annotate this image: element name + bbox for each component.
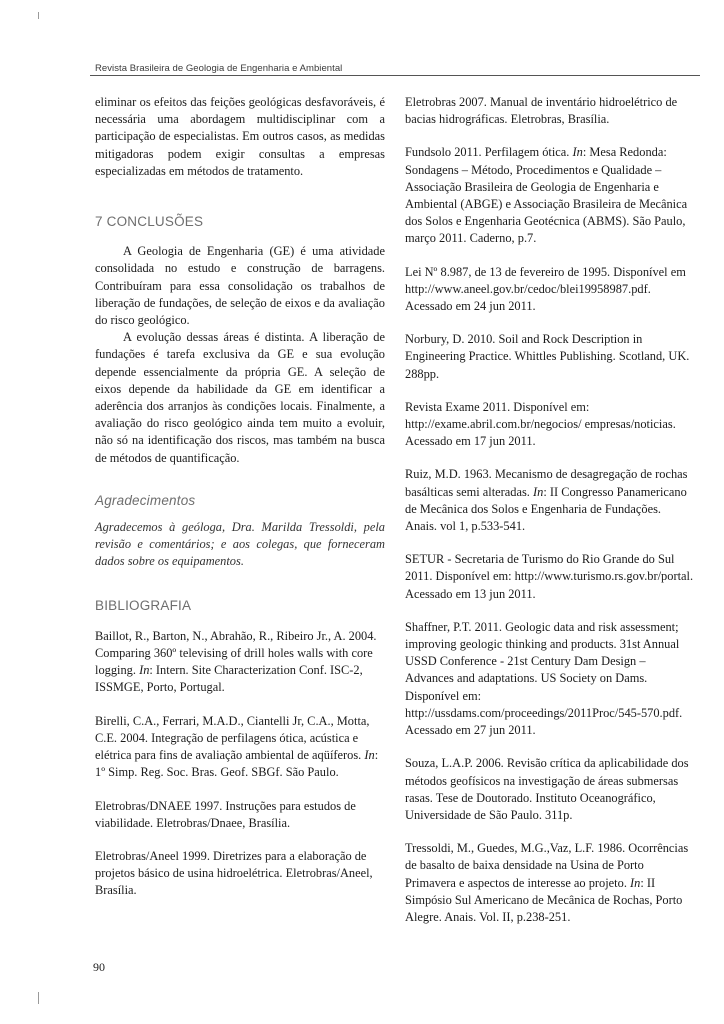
reference-item: Eletrobras/DNAEE 1997. Instruções para estudos de viabilidade. Eletrobras/Dnaee, Brasília. [95,798,356,830]
reference-item: Shaffner, P.T. 2011. Geologic data and risk assessment; improving geologic thinking and products. 31st Annual USSD Conference - 21st Century Dam Design – Advances and adaptations. US Society on Dams. Disponível em: http://ussdams.com/proceedings/2011Proc/545-570.pdf. Acessado em 27 jun 2011. [405,619,683,738]
reference-item: Norbury, D. 2010. Soil and Rock Description in Engineering Practice. Whittles Publishing. Scotland, UK. 288pp. [405,332,690,381]
reference-item: Baillot, R., Barton, N., Abrahão, R., Ribeiro Jr., A. 2004. Comparing 360º televising of drill holes walls with core logging. In: Intern. Site Characterization Conf. ISC-2, ISSMGE, Porto, Portugal. [95,628,377,695]
reference-item: Birelli, C.A., Ferrari, M.A.D., Ciantelli Jr, C.A., Motta, C.E. 2004. Integração de perfilagens ótica, acústica e elétrica para fins de avaliação ambiental de aqüíferos. In: 1º Simp. Reg. Soc. Bras. Geof. SBGf. São Paulo. [95,713,379,780]
reference-item: SETUR - Secretaria de Turismo do Rio Grande do Sul 2011. Disponível em: http://www.turismo.rs.gov.br/portal. Acessado em 13 jun 2011. [405,552,694,601]
bibliography-heading: BIBLIOGRAFIA [95,597,192,613]
header-rule [90,75,700,76]
acknowledgments-text: Agradecemos à geóloga, Dra. Marilda Tressoldi, pela revisão e comentários; e aos colegas, que forneceram dados sobre os equipamentos. [95,520,385,569]
right-column [405,94,695,926]
reference-item: Eletrobras/Aneel 1999. Diretrizes para a elaboração de projetos básico de usina hidroelétrica. Eletrobras/Aneel, Brasília. [95,848,373,898]
reference-item: Revista Exame 2011. Disponível em: http://exame.abril.com.br/negocios/ empresas/noticias. Acessado em 17 jun 2011. [405,399,676,449]
acknowledgments-heading: Agradecimentos [95,492,196,508]
reference-item: Tressoldi, M., Guedes, M.G.,Vaz, L.F. 1986. Ocorrências de basalto de baixa densidade na Usina de Porto Primavera e aspectos de interesse ao projeto. In: II Simpósio Sul Americano de Mecânica de Rochas, Porto Alegre. Anais. Vol. II, p.238-251. [405,841,689,924]
left-column [95,94,385,900]
running-header: Revista Brasileira de Geologia de Engenharia e Ambiental [95,63,343,74]
crop-mark-top [38,12,39,19]
reference-item: Souza, L.A.P. 2006. Revisão crítica da aplicabilidade dos métodos geofísicos na investigação de áreas submersas rasas. Tese de Doutorado. Instituto Oceanográfico, Universidade de São Paulo. 311p. [405,756,689,822]
reference-item: Fundsolo 2011. Perfilagem ótica. In: Mesa Redonda: Sondagens – Método, Procedimentos e Qualidade – Associação Brasileira de Geologia de Engenharia e Ambiental (ABGE) e Associação Brasileira de Mecânica dos Solos e Engenharia Geotécnica (ABMS). São Paulo, março 2011. Caderno, p.7. [405,145,688,246]
reference-item: Eletrobras 2007. Manual de inventário hidroelétrico de bacias hidrográficas. Eletrobras, Brasília. [405,95,678,127]
intro-paragraph: eliminar os efeitos das feições geológicas desfavoráveis, é necessária uma abordagem multidisciplinar com a participação de especialistas. Em outros casos, as medidas mitigadoras podem exigir consultas a empresas especializadas em métodos de tratamento. [95,95,385,178]
conclusions-paragraph-1: A Geologia de Engenharia (GE) é uma atividade consolidada no estudo e construção de barragens. Contribuíram para essa consolidação os trabalhos de liberação de fundações, de seleção de eixos e da avaliação do risco geológico. [95,244,385,328]
reference-item: Ruiz, M.D. 1963. Mecanismo de desagregação de rochas basálticas semi alteradas. In: II Congresso Panamericano de Mecânica dos Solos e Engenharia de Fundações. Anais. vol 1, p.533-541. [405,467,688,534]
conclusions-paragraph-2: A evolução dessas áreas é distinta. A liberação de fundações é tarefa exclusiva da GE e sua evolução depende essencialmente da própria GE. A seleção de eixos depende da habilidade da GE em identificar a aderência dos arranjos às condições locais. Finalmente, a avaliação do risco geológico ainda tem muito a evoluir, não só na identificação dos riscos, mas também na busca de métodos de quantificação. [95,330,385,465]
reference-item: Lei Nº 8.987, de 13 de fevereiro de 1995. Disponível em http://www.aneel.gov.br/cedoc/blei19958987.pdf. Acessado em 24 jun 2011. [405,264,686,314]
crop-mark-bottom [38,992,39,1004]
page-number: 90 [93,960,105,974]
conclusions-heading: 7 CONCLUSÕES [95,214,204,230]
